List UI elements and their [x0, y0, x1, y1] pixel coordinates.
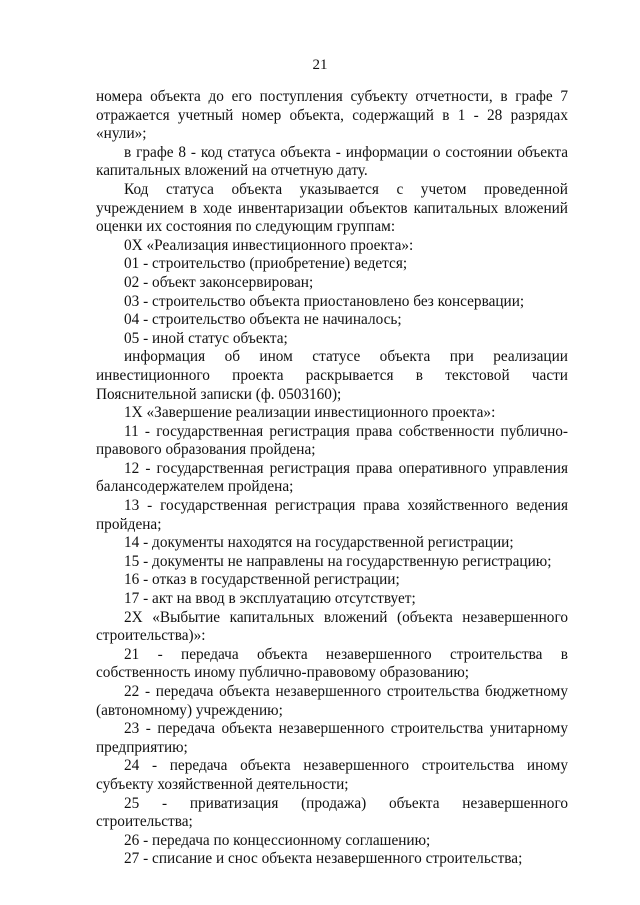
- status-17: 17 - акт на ввод в эксплуатацию отсутствует;: [124, 590, 416, 608]
- group-0x-heading: 0Х «Реализация инвестиционного проекта»:: [124, 236, 414, 254]
- status-26: 26 - передача по концессионному соглашению;: [124, 831, 431, 849]
- status-04: 04 - строительство объекта не начиналось;: [124, 311, 402, 329]
- paragraph-2: в графе 8 - код статуса объекта - информации о состоянии объекта капитальных вложений на отчетную дату.: [96, 143, 568, 180]
- status-27: 27 - списание и снос объекта незавершенного строительства;: [124, 850, 523, 868]
- status-11: 11 - государственная регистрация права собственности публично-правового образования пройдена;: [96, 422, 568, 459]
- status-23: 23 - передача объекта незавершенного строительства унитарному предприятию;: [96, 720, 568, 756]
- status-24: 24 - передача объекта незавершенного строительства иному субъекту хозяйственной деятельности;: [96, 757, 568, 793]
- status-05: 05 - иной статус объекта;: [124, 329, 288, 347]
- paragraph-1: номера объекта до его поступления субъекту отчетности, в графе 7 отражается учетный номер объекта, содержащий в 1 - 28 разрядах «нули»;: [96, 88, 568, 143]
- status-13: 13 - государственная регистрация права хозяйственного ведения пройдена;: [96, 497, 568, 533]
- status-14: 14 - документы находятся на государственной регистрации;: [124, 534, 514, 552]
- status-05-note: информация об ином статусе объекта при реализации инвестиционного проекта раскрывается в текстовой части Пояснительной записки (ф. 0503160);: [96, 348, 568, 403]
- status-01: 01 - строительство (приобретение) ведется;: [124, 255, 408, 273]
- status-22: 22 - передача объекта незавершенного строительства бюджетному (автономному) учреждению;: [96, 683, 568, 719]
- group-1x-heading: 1Х «Завершение реализации инвестиционного проекта»:: [124, 404, 496, 422]
- page-number: 21: [312, 57, 328, 73]
- status-03: 03 - строительство объекта приостановлено без консервации;: [124, 292, 525, 310]
- document-body: [96, 88, 568, 869]
- paragraph-3: Код статуса объекта указывается с учетом проведенной учреждением в ходе инвентаризации объектов капитальных вложений оценки их состояния по следующим группам:: [96, 180, 568, 236]
- status-16: 16 - отказ в государственной регистрации;: [124, 571, 400, 589]
- status-12: 12 - государственная регистрация права оперативного управления балансодержателем пройдена;: [96, 459, 568, 496]
- status-15: 15 - документы не направлены на государственную регистрацию;: [124, 552, 552, 570]
- status-25: 25 - приватизация (продажа) объекта незавершенного строительства;: [96, 794, 568, 831]
- status-02: 02 - объект законсервирован;: [124, 273, 314, 291]
- group-2x-heading: 2Х «Выбытие капитальных вложений (объекта незавершенного строительства)»:: [96, 608, 568, 645]
- status-21: 21 - передача объекта незавершенного строительства в собственность иному публично-правовому образованию;: [96, 645, 568, 682]
